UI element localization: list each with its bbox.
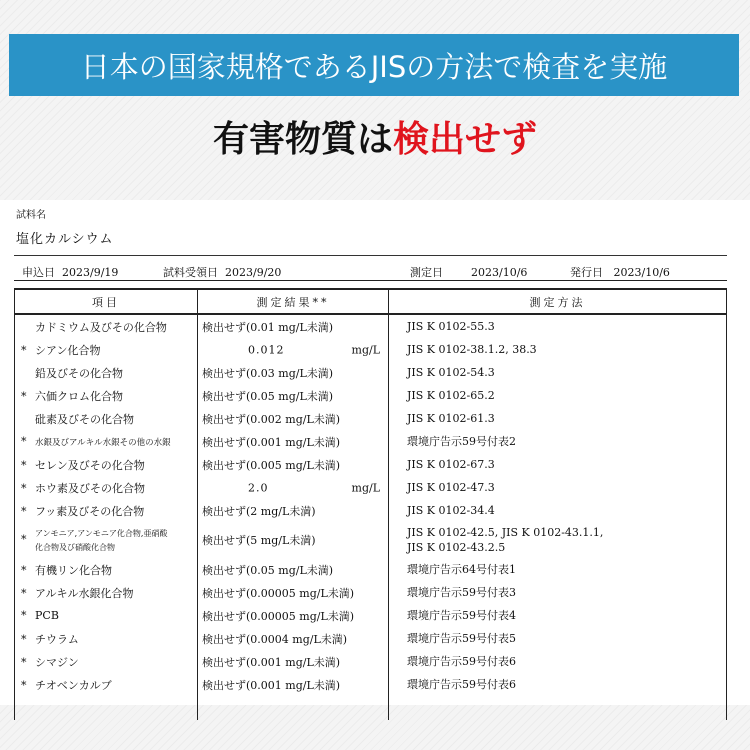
table-row	[15, 407, 727, 430]
item-name: アルキル水銀化合物	[35, 586, 134, 600]
cell-result	[198, 499, 389, 522]
item-name: 六価クロム化合物	[35, 389, 123, 403]
asterisk-mark: *	[21, 586, 27, 600]
table-row	[15, 522, 727, 558]
headline	[0, 108, 750, 164]
cell-result	[198, 558, 389, 581]
method-text: JIS K 0102-61.3	[407, 412, 495, 425]
cell-item	[15, 476, 198, 499]
item-name: 砒素及びその化合物	[35, 412, 134, 426]
headline-highlight: 検出せず	[393, 118, 538, 160]
asterisk-mark: *	[21, 563, 27, 577]
cell-item	[15, 430, 198, 453]
issued-label: 発行日	[570, 266, 603, 279]
method-text: JIS K 0102-34.4	[407, 504, 495, 517]
table-header	[15, 289, 727, 314]
asterisk-mark: *	[21, 458, 27, 472]
table-row	[15, 384, 727, 407]
cell-method	[389, 558, 727, 581]
method-text: JIS K 0102-54.3	[407, 366, 495, 379]
item-name: チウラム	[35, 632, 79, 646]
table-row	[15, 453, 727, 476]
cell-result	[198, 522, 389, 558]
headline-prefix: 有害物質は	[212, 118, 393, 160]
table-row	[15, 604, 727, 627]
results-table	[14, 288, 727, 720]
item-name-line2: 化合物及び硝酸化合物	[35, 543, 115, 552]
measured-date	[410, 264, 527, 280]
applied-label: 申込日	[22, 266, 55, 279]
cell-result	[198, 581, 389, 604]
cell-result	[198, 604, 389, 627]
item-name: ホウ素及びその化合物	[35, 481, 145, 495]
table-row	[15, 476, 727, 499]
method-text: 環境庁告示59号付表3	[407, 586, 516, 599]
cell-method	[389, 581, 727, 604]
asterisk-mark: *	[21, 435, 27, 448]
cell-item	[15, 673, 198, 696]
method-text: JIS K 0102-67.3	[407, 458, 495, 471]
method-text: 環境庁告示64号付表1	[407, 563, 516, 576]
divider	[14, 280, 727, 281]
item-name: チオベンカルブ	[35, 678, 112, 692]
result-text: 検出せず(0.05 mg/L未満)	[202, 563, 334, 577]
cell-item	[15, 627, 198, 650]
cell-method	[389, 453, 727, 476]
asterisk-mark: *	[21, 678, 27, 692]
method-text: JIS K 0102-65.2	[407, 389, 495, 402]
cell-method	[389, 673, 727, 696]
method-text: 環境庁告示59号付表5	[407, 632, 516, 645]
item-name: フッ素及びその化合物	[35, 504, 145, 518]
result-value: 0.012	[248, 343, 285, 356]
result-text: 検出せず(0.05 mg/L未満)	[202, 389, 334, 403]
cell-result	[198, 453, 389, 476]
measured-value: 2023/10/6	[471, 266, 528, 279]
asterisk-mark: *	[21, 655, 27, 669]
received-label: 試料受領日	[163, 266, 218, 279]
cell-result	[198, 338, 389, 361]
result-text: 検出せず(0.001 mg/L未満)	[202, 655, 341, 669]
cell-result	[198, 430, 389, 453]
cell-method	[389, 650, 727, 673]
method-text: 環境庁告示59号付表4	[407, 609, 516, 622]
column-header-result: 測定結果**	[198, 289, 389, 314]
item-name: 鉛及びその化合物	[35, 366, 123, 380]
issued-value: 2023/10/6	[613, 266, 670, 279]
result-text: 検出せず(5 mg/L未満)	[202, 534, 316, 547]
method-text: JIS K 0102-42.5, JIS K 0102-43.1.1,	[407, 526, 604, 539]
table-row	[15, 650, 727, 673]
asterisk-mark: *	[21, 343, 27, 357]
table-row	[15, 430, 727, 453]
column-header-item: 項目	[15, 289, 198, 314]
cell-method	[389, 430, 727, 453]
cell-method	[389, 407, 727, 430]
cell-item	[15, 338, 198, 361]
cell-item	[15, 453, 198, 476]
method-text: JIS K 0102-55.3	[407, 320, 495, 333]
divider	[14, 255, 727, 256]
cell-result	[198, 476, 389, 499]
received-date	[163, 264, 281, 280]
method-text: 環境庁告示59号付表6	[407, 655, 516, 668]
cell-item	[15, 581, 198, 604]
asterisk-mark: *	[21, 481, 27, 495]
table-row	[15, 338, 727, 361]
item-name: セレン及びその化合物	[35, 458, 145, 472]
table-row	[15, 627, 727, 650]
cell-method	[389, 361, 727, 384]
cell-item	[15, 558, 198, 581]
cell-method	[389, 499, 727, 522]
asterisk-mark: *	[21, 389, 27, 403]
result-text: 検出せず(0.001 mg/L未満)	[202, 435, 341, 449]
cell-method	[389, 627, 727, 650]
cell-method	[389, 384, 727, 407]
sample-label: 試料名	[16, 210, 46, 221]
item-name: シアン化合物	[35, 343, 101, 357]
cell-item	[15, 407, 198, 430]
result-unit: mg/L	[351, 343, 380, 356]
cell-item	[15, 314, 198, 338]
cell-result	[198, 407, 389, 430]
result-unit: mg/L	[351, 481, 380, 494]
method-text: 環境庁告示59号付表6	[407, 678, 516, 691]
sample-name: 塩化カルシウム	[16, 232, 114, 247]
applied-date	[22, 264, 118, 280]
table-row	[15, 314, 727, 338]
method-text: JIS K 0102-38.1.2, 38.3	[407, 343, 537, 356]
test-report	[0, 200, 750, 705]
cell-item	[15, 604, 198, 627]
method-text: JIS K 0102-47.3	[407, 481, 495, 494]
cell-empty	[15, 696, 198, 720]
item-name: シマジン	[35, 655, 79, 669]
result-text: 検出せず(0.0004 mg/L未満)	[202, 632, 348, 646]
cell-method	[389, 522, 727, 558]
column-header-method: 測定方法	[389, 289, 727, 314]
cell-result	[198, 673, 389, 696]
item-name-line1: アンモニア,アンモニア化合物,亜硝酸	[35, 529, 168, 538]
cell-item	[15, 499, 198, 522]
method-text-line2: JIS K 0102-43.2.5	[407, 541, 506, 554]
cell-empty	[198, 696, 389, 720]
result-text: 検出せず(0.002 mg/L未満)	[202, 412, 341, 426]
result-text: 検出せず(0.01 mg/L未満)	[202, 320, 334, 334]
result-text: 検出せず(0.001 mg/L未満)	[202, 678, 341, 692]
cell-result	[198, 314, 389, 338]
banner: 日本の国家規格であるJISの方法で検査を実施	[9, 34, 739, 96]
applied-value: 2023/9/19	[62, 266, 119, 279]
asterisk-mark: *	[21, 533, 27, 546]
cell-item	[15, 650, 198, 673]
item-name: 水銀及びアルキル水銀その他の水銀	[35, 438, 171, 448]
cell-result	[198, 650, 389, 673]
method-text: 環境庁告示59号付表2	[407, 435, 516, 448]
cell-result	[198, 361, 389, 384]
cell-method	[389, 604, 727, 627]
cell-result	[198, 384, 389, 407]
table-row	[15, 581, 727, 604]
item-name: 有機リン化合物	[35, 563, 112, 577]
asterisk-mark: *	[21, 632, 27, 646]
cell-result	[198, 627, 389, 650]
table-row	[15, 361, 727, 384]
cell-method	[389, 476, 727, 499]
asterisk-mark: *	[21, 609, 27, 622]
issued-date	[570, 264, 670, 280]
item-name: カドミウム及びその化合物	[35, 320, 167, 334]
result-text: 検出せず(0.03 mg/L未満)	[202, 366, 334, 380]
measured-label: 測定日	[410, 266, 443, 279]
cell-item	[15, 361, 198, 384]
received-value: 2023/9/20	[225, 266, 282, 279]
cell-item	[15, 522, 198, 558]
cell-empty	[389, 696, 727, 720]
asterisk-mark: *	[21, 504, 27, 518]
result-text: 検出せず(0.00005 mg/L未満)	[202, 609, 355, 623]
cell-item	[15, 384, 198, 407]
table-row	[15, 499, 727, 522]
cell-method	[389, 314, 727, 338]
item-name: PCB	[35, 609, 59, 622]
result-text: 検出せず(0.005 mg/L未満)	[202, 458, 341, 472]
table-row-empty	[15, 696, 727, 720]
table-row	[15, 673, 727, 696]
result-text: 検出せず(2 mg/L未満)	[202, 504, 316, 518]
cell-method	[389, 338, 727, 361]
result-value: 2.0	[248, 481, 269, 494]
result-text: 検出せず(0.00005 mg/L未満)	[202, 586, 355, 600]
table-row	[15, 558, 727, 581]
